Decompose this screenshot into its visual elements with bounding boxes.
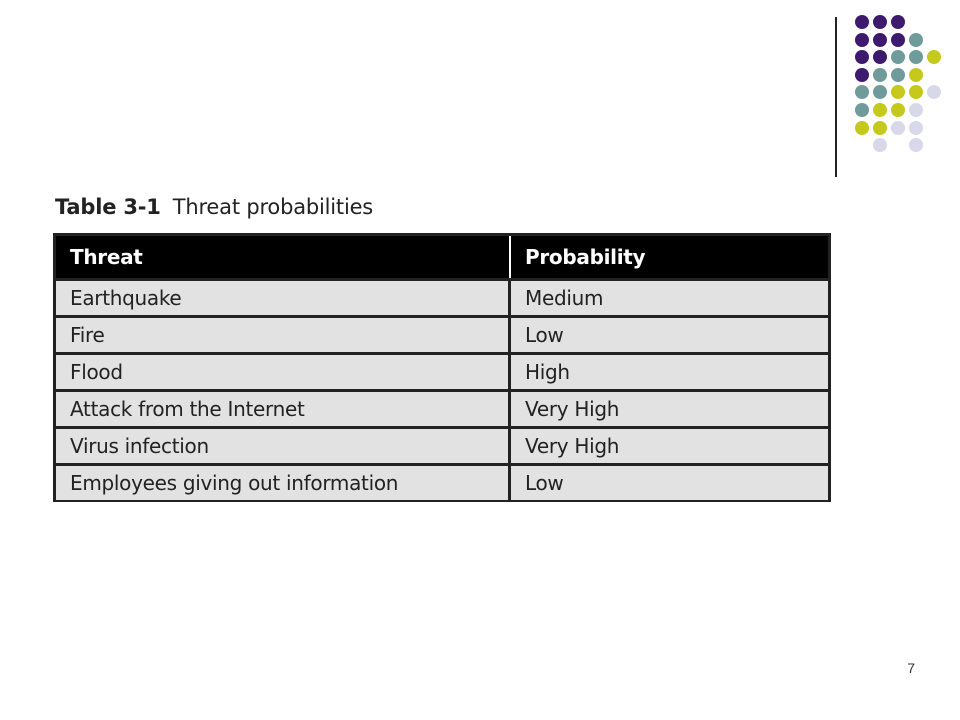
- decorative-dot: [909, 33, 923, 47]
- table-row: [56, 463, 828, 500]
- decorative-dot: [873, 50, 887, 64]
- decorative-dot: [855, 68, 869, 82]
- decorative-dot: [891, 103, 905, 117]
- decorative-dot: [855, 85, 869, 99]
- cell-threat: Flood: [56, 352, 511, 389]
- decorative-dot: [909, 50, 923, 64]
- decorative-dot: [891, 15, 905, 29]
- page-number: 7: [907, 660, 915, 676]
- caption-title: Threat probabilities: [172, 195, 374, 219]
- decorative-dot: [855, 121, 869, 135]
- cell-threat: Virus infection: [56, 426, 511, 463]
- decorative-dot: [927, 85, 941, 99]
- decorative-dot: [873, 68, 887, 82]
- decorative-dot: [909, 85, 923, 99]
- cell-threat: Earthquake: [56, 278, 511, 315]
- cell-probability: Very High: [511, 426, 828, 463]
- decorative-dot: [855, 103, 869, 117]
- table-row: [56, 278, 828, 315]
- header-probability: Probability: [511, 236, 828, 278]
- threat-table: [56, 236, 828, 500]
- cell-threat: Fire: [56, 315, 511, 352]
- table-row: [56, 315, 828, 352]
- cell-probability: Low: [511, 315, 828, 352]
- decorative-dot: [855, 33, 869, 47]
- cell-probability: Low: [511, 463, 828, 500]
- table-caption: [55, 195, 373, 219]
- decorative-dot: [873, 33, 887, 47]
- cell-probability: Very High: [511, 389, 828, 426]
- table-row: [56, 389, 828, 426]
- decorative-dot: [873, 15, 887, 29]
- cell-threat: Attack from the Internet: [56, 389, 511, 426]
- threat-table-frame: [53, 233, 831, 502]
- vertical-divider: [835, 17, 837, 177]
- decorative-dot: [873, 121, 887, 135]
- caption-number: Table 3-1: [55, 195, 161, 219]
- decorative-dot: [891, 85, 905, 99]
- decorative-dot: [855, 50, 869, 64]
- table-header-row: [56, 236, 828, 278]
- cell-probability: Medium: [511, 278, 828, 315]
- decorative-dot-grid: [0, 0, 960, 200]
- decorative-dot: [855, 15, 869, 29]
- decorative-dot: [891, 50, 905, 64]
- cell-threat: Employees giving out information: [56, 463, 511, 500]
- decorative-dot: [873, 138, 887, 152]
- decorative-dot: [909, 138, 923, 152]
- decorative-dot: [909, 121, 923, 135]
- header-threat: Threat: [56, 236, 511, 278]
- table-row: [56, 352, 828, 389]
- decorative-dot: [873, 85, 887, 99]
- decorative-dot: [909, 103, 923, 117]
- decorative-dot: [927, 50, 941, 64]
- table-row: [56, 426, 828, 463]
- cell-probability: High: [511, 352, 828, 389]
- decorative-dot: [891, 68, 905, 82]
- decorative-dot: [873, 103, 887, 117]
- decorative-dot: [891, 33, 905, 47]
- decorative-dot: [909, 68, 923, 82]
- decorative-dot: [891, 121, 905, 135]
